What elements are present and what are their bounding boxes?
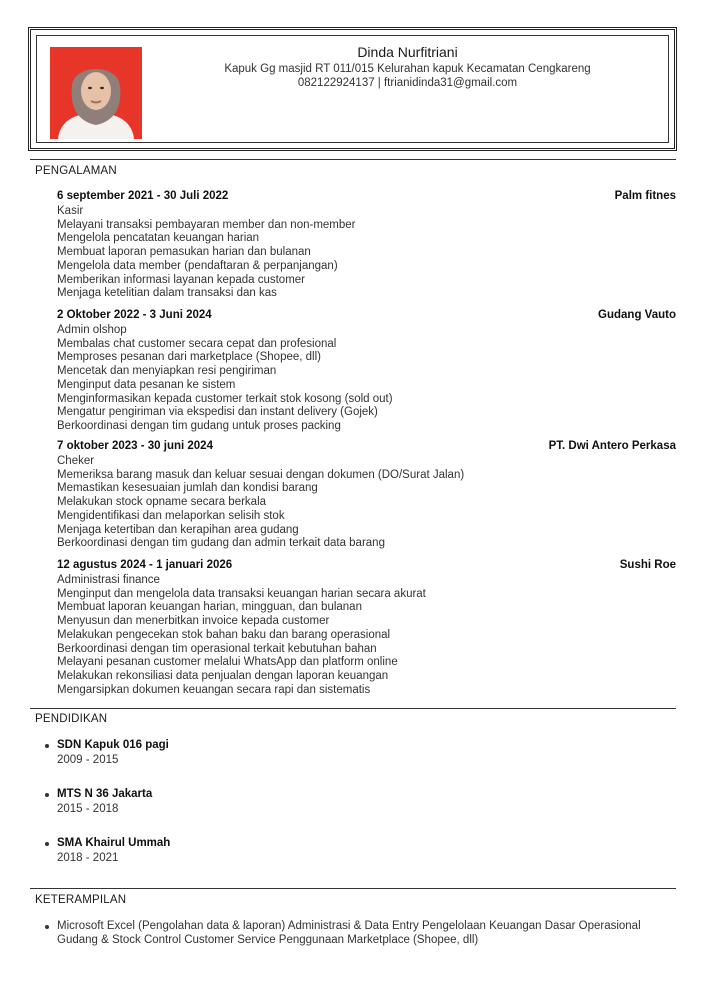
job-header [57,440,676,455]
job-role: Cheker [57,455,95,467]
candidate-name: Dinda Nurfitriani [357,44,458,60]
job-role: Admin olshop [57,324,127,336]
job-header [57,309,676,324]
job-task: Membuat laporan pemasukan harian dan bulanan [57,246,311,259]
address: Kapuk Gg masjid RT 011/015 Kelurahan kapuk Kecamatan Cengkareng [224,63,591,75]
job-task: Mengarsipkan dokumen keuangan secara rapi dan sistematis [57,683,371,696]
job-task: Menyusun dan menerbitkan invoice kepada customer [57,615,330,628]
header-inner-border [36,35,669,143]
job-entry [57,559,676,697]
job-task: Memastikan kesesuaian jumlah dan kondisi barang [57,482,318,495]
contact-info[interactable]: 082122924137 | ftrianidinda31@gmail.com [297,77,518,89]
job-task: Menginformasikan kepada customer terkait stok kosong (sold out) [57,392,393,405]
job-entry [57,440,676,551]
job-entry [57,309,676,434]
job-task: Melakukan pengecekan stok bahan baku dan barang operasional [57,628,391,641]
section-divider-skills [30,888,676,889]
job-header [57,559,676,574]
job-task: Mencetak dan menyiapkan resi pengiriman [57,365,277,378]
education-school: MTS N 36 Jakarta [57,788,153,800]
job-task: Menginput dan mengelola data transaksi keuangan harian secara akurat [57,587,426,600]
section-title-skills: KETERAMPILAN [35,894,127,906]
job-company: Palm fitnes [614,190,676,202]
bullet-icon [45,793,49,797]
job-task: Menginput data pesanan ke sistem [57,378,236,391]
job-task: Melakukan rekonsiliasi data penjualan dengan laporan keuangan [57,669,389,682]
education-years: 2018 - 2021 [57,852,119,864]
job-task: Mengelola data member (pendaftaran & perpanjangan) [57,259,338,272]
job-company: Gudang Vauto [598,309,676,321]
job-task: Memeriksa barang masuk dan keluar sesuai dengan dokumen (DO/Surat Jalan) [57,468,465,481]
bullet-icon [45,744,49,748]
skills-item [43,919,673,947]
job-company: PT. Dwi Antero Perkasa [548,440,676,452]
job-task: Memberikan informasi layanan kepada customer [57,273,306,286]
job-task: Menjaga ketelitian dalam transaksi dan kas [57,287,277,300]
job-task: Berkoordinasi dengan tim operasional terkait kebutuhan bahan [57,642,377,655]
job-task: Mengidentifikasi dan melaporkan selisih stok [57,509,285,522]
job-entry [57,190,676,301]
job-period: 7 oktober 2023 - 30 juni 2024 [57,440,213,452]
job-task: Membalas chat customer secara cepat dan profesional [57,337,337,350]
education-years: 2009 - 2015 [57,754,119,766]
header-text [157,44,658,90]
job-task: Mengelola pencatatan keuangan harian [57,232,260,245]
bullet-icon [45,842,49,846]
education-item [43,787,643,816]
job-period: 2 Oktober 2022 - 3 Juni 2024 [57,309,212,321]
job-period: 6 september 2021 - 30 Juli 2022 [57,190,229,202]
job-task: Menjaga ketertiban dan kerapihan area gudang [57,523,299,536]
education-list [43,738,643,885]
education-item [43,836,643,865]
profile-photo-portrait [50,47,142,139]
bullet-icon [45,925,49,929]
education-years: 2015 - 2018 [57,803,119,815]
job-task: Melakukan stock opname secara berkala [57,496,267,509]
section-title-experience: PENGALAMAN [35,165,117,177]
job-task: Berkoordinasi dengan tim gudang dan admin terkait data barang [57,537,385,550]
job-role: Kasir [57,205,84,217]
section-divider-experience [30,159,676,160]
job-period: 12 agustus 2024 - 1 januari 2026 [57,559,233,571]
header-frame [28,27,677,151]
skills-text: Microsoft Excel (Pengolahan data & laporan) Administrasi & Data Entry Pengelolaan Keuangan Dasar Operasional Gudang & Stock Control Customer Service Penggunaan Marketplace (Shopee, dll) [57,920,641,946]
job-header [57,190,676,205]
job-task: Membuat laporan keuangan harian, mingguan, dan bulanan [57,601,362,614]
profile-photo [50,47,142,139]
job-role: Administrasi finance [57,574,160,586]
education-school: SMA Khairul Ummah [57,837,171,849]
section-title-education: PENDIDIKAN [35,713,108,725]
job-task: Melayani transaksi pembayaran member dan non-member [57,218,356,231]
job-task: Mengatur pengiriman via ekspedisi dan instant delivery (Gojek) [57,406,378,419]
job-company: Sushi Roe [619,559,676,571]
section-divider-education [30,708,676,709]
job-task: Memproses pesanan dari marketplace (Shopee, dll) [57,351,321,364]
job-task: Berkoordinasi dengan tim gudang untuk proses packing [57,419,341,432]
education-school: SDN Kapuk 016 pagi [57,739,169,751]
job-task: Melayani pesanan customer melalui WhatsApp dan platform online [57,656,398,669]
education-item [43,738,643,767]
